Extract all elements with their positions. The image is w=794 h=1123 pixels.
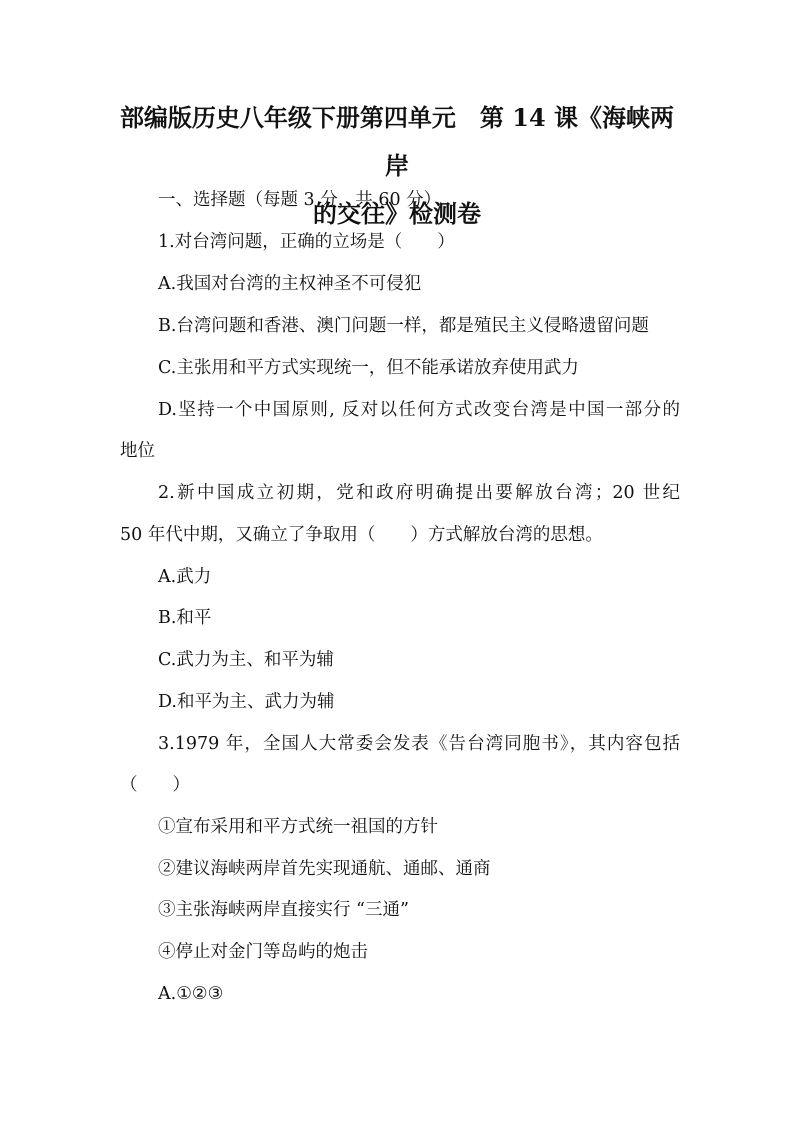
- question-3-statement-1: ①宣布采用和平方式统一祖国的方针: [158, 817, 438, 837]
- document-title: [110, 94, 684, 238]
- question-2-stem-line-2: 50 年代中期，又确立了争取用（ ）方式解放台湾的思想。: [120, 525, 603, 545]
- question-2-option-a: A.武力: [158, 567, 212, 587]
- question-1-stem: 1.对台湾问题，正确的立场是（ ）: [158, 232, 455, 252]
- question-1-option-a: A.我国对台湾的主权神圣不可侵犯: [158, 274, 422, 294]
- question-3-stem-line-1: 3.1979 年，全国人大常委会发表《告台湾同胞书》，其内容包括: [158, 734, 680, 754]
- question-1-option-d: D.坚持一个中国原则, 反对以任何方式改变台湾是中国一部分的: [158, 400, 680, 420]
- question-3-statement-2: ②建议海峡两岸首先实现通航、通邮、通商: [158, 859, 491, 879]
- question-3-statement-3: ③主张海峡两岸直接实行 “三通”: [158, 900, 409, 920]
- title-line-2: 的交往》检测卷: [313, 199, 481, 228]
- section-heading: 一、选择题（每题 3 分，共 60 分）: [158, 190, 442, 210]
- question-1-option-b: B.台湾问题和香港、澳门问题一样，都是殖民主义侵略遗留问题: [158, 316, 649, 336]
- question-1-option-d-continued: 地位: [120, 441, 155, 461]
- question-1-option-c: C.主张用和平方式实现统一，但不能承诺放弃使用武力: [158, 358, 579, 378]
- question-2-option-d: D.和平为主、武力为辅: [158, 692, 335, 712]
- question-3-option-a: A.①②③: [158, 984, 224, 1004]
- question-3-stem-line-2: （ ）: [120, 775, 190, 795]
- question-2-option-b: B.和平: [158, 608, 212, 628]
- question-2-stem-line-1: 2.新中国成立初期，党和政府明确提出要解放台湾；20 世纪: [158, 483, 680, 503]
- question-2-option-c: C.武力为主、和平为辅: [158, 650, 334, 670]
- title-line-1: 部编版历史八年级下册第四单元 第 14 课《海峡两岸: [119, 103, 675, 180]
- question-3-statement-4: ④停止对金门等岛屿的炮击: [158, 942, 368, 962]
